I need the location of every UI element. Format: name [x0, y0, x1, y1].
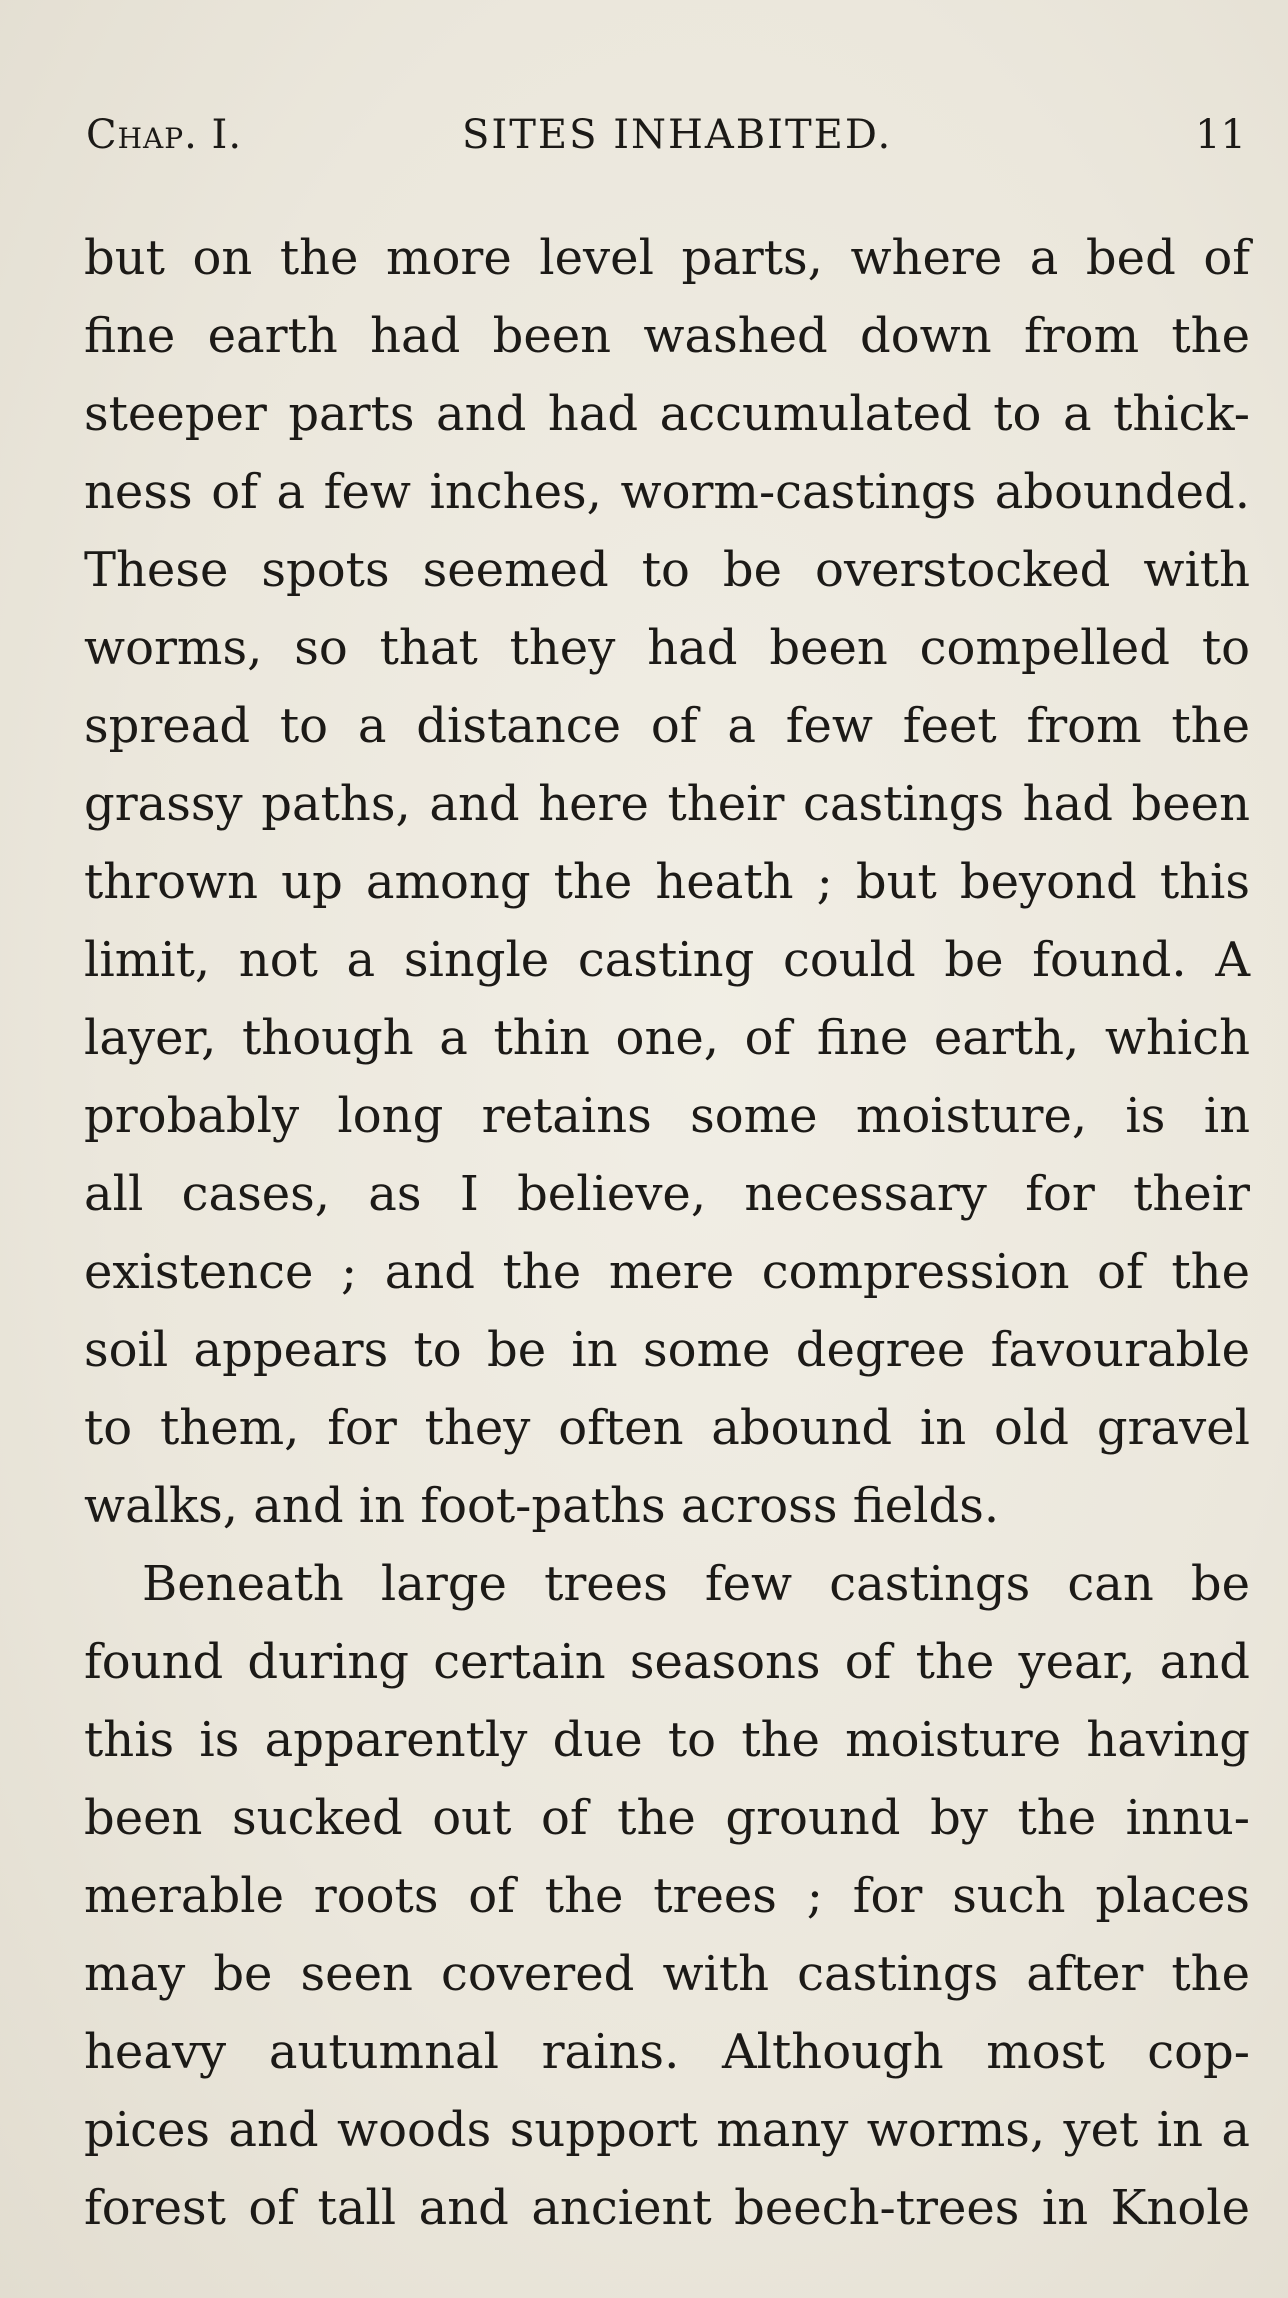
- text-line: merable roots of the trees ; for such places: [84, 1868, 1250, 1924]
- text-line: Beneath large trees few castings can be: [142, 1556, 1250, 1612]
- text-line: steeper parts and had accumulated to a thick-: [84, 386, 1250, 442]
- body-text: [84, 219, 1250, 2247]
- text-line: ness of a few inches, worm-castings abounded.: [84, 464, 1250, 520]
- text-line: pices and woods support many worms, yet in a: [84, 2102, 1250, 2158]
- text-line: fine earth had been washed down from the: [84, 308, 1250, 364]
- text-line: may be seen covered with castings after the: [84, 1946, 1250, 2002]
- text-line: to them, for they often abound in old gravel: [84, 1400, 1250, 1456]
- text-line: limit, not a single casting could be found. A: [84, 932, 1250, 988]
- text-line: probably long retains some moisture, is in: [84, 1088, 1250, 1144]
- page-number: 11: [1195, 112, 1246, 158]
- text-line: worms, so that they had been compelled to: [84, 620, 1250, 676]
- text-line: heavy autumnal rains. Although most cop-: [84, 2024, 1250, 2080]
- text-line: existence ; and the mere compression of the: [84, 1244, 1250, 1300]
- text-line: been sucked out of the ground by the innu-: [84, 1790, 1250, 1846]
- text-line: spread to a distance of a few feet from the: [84, 698, 1250, 754]
- text-line: These spots seemed to be overstocked with: [84, 542, 1250, 598]
- chapter-label: Chap. I.: [86, 112, 243, 158]
- running-head: [86, 108, 1246, 162]
- text-line: walks, and in foot-paths across fields.: [84, 1478, 1000, 1534]
- text-line: grassy paths, and here their castings had been: [84, 776, 1250, 832]
- text-line: found during certain seasons of the year, and: [84, 1634, 1250, 1690]
- text-line: soil appears to be in some degree favourable: [84, 1322, 1250, 1378]
- text-line: layer, though a thin one, of fine earth, which: [84, 1010, 1250, 1066]
- text-line: forest of tall and ancient beech-trees in Knole: [84, 2180, 1250, 2236]
- text-line: this is apparently due to the moisture having: [84, 1712, 1250, 1768]
- text-line: but on the more level parts, where a bed of: [84, 230, 1250, 286]
- section-title: SITES INHABITED.: [462, 112, 893, 158]
- text-line: thrown up among the heath ; but beyond this: [84, 854, 1250, 910]
- text-line: all cases, as I believe, necessary for their: [84, 1166, 1250, 1222]
